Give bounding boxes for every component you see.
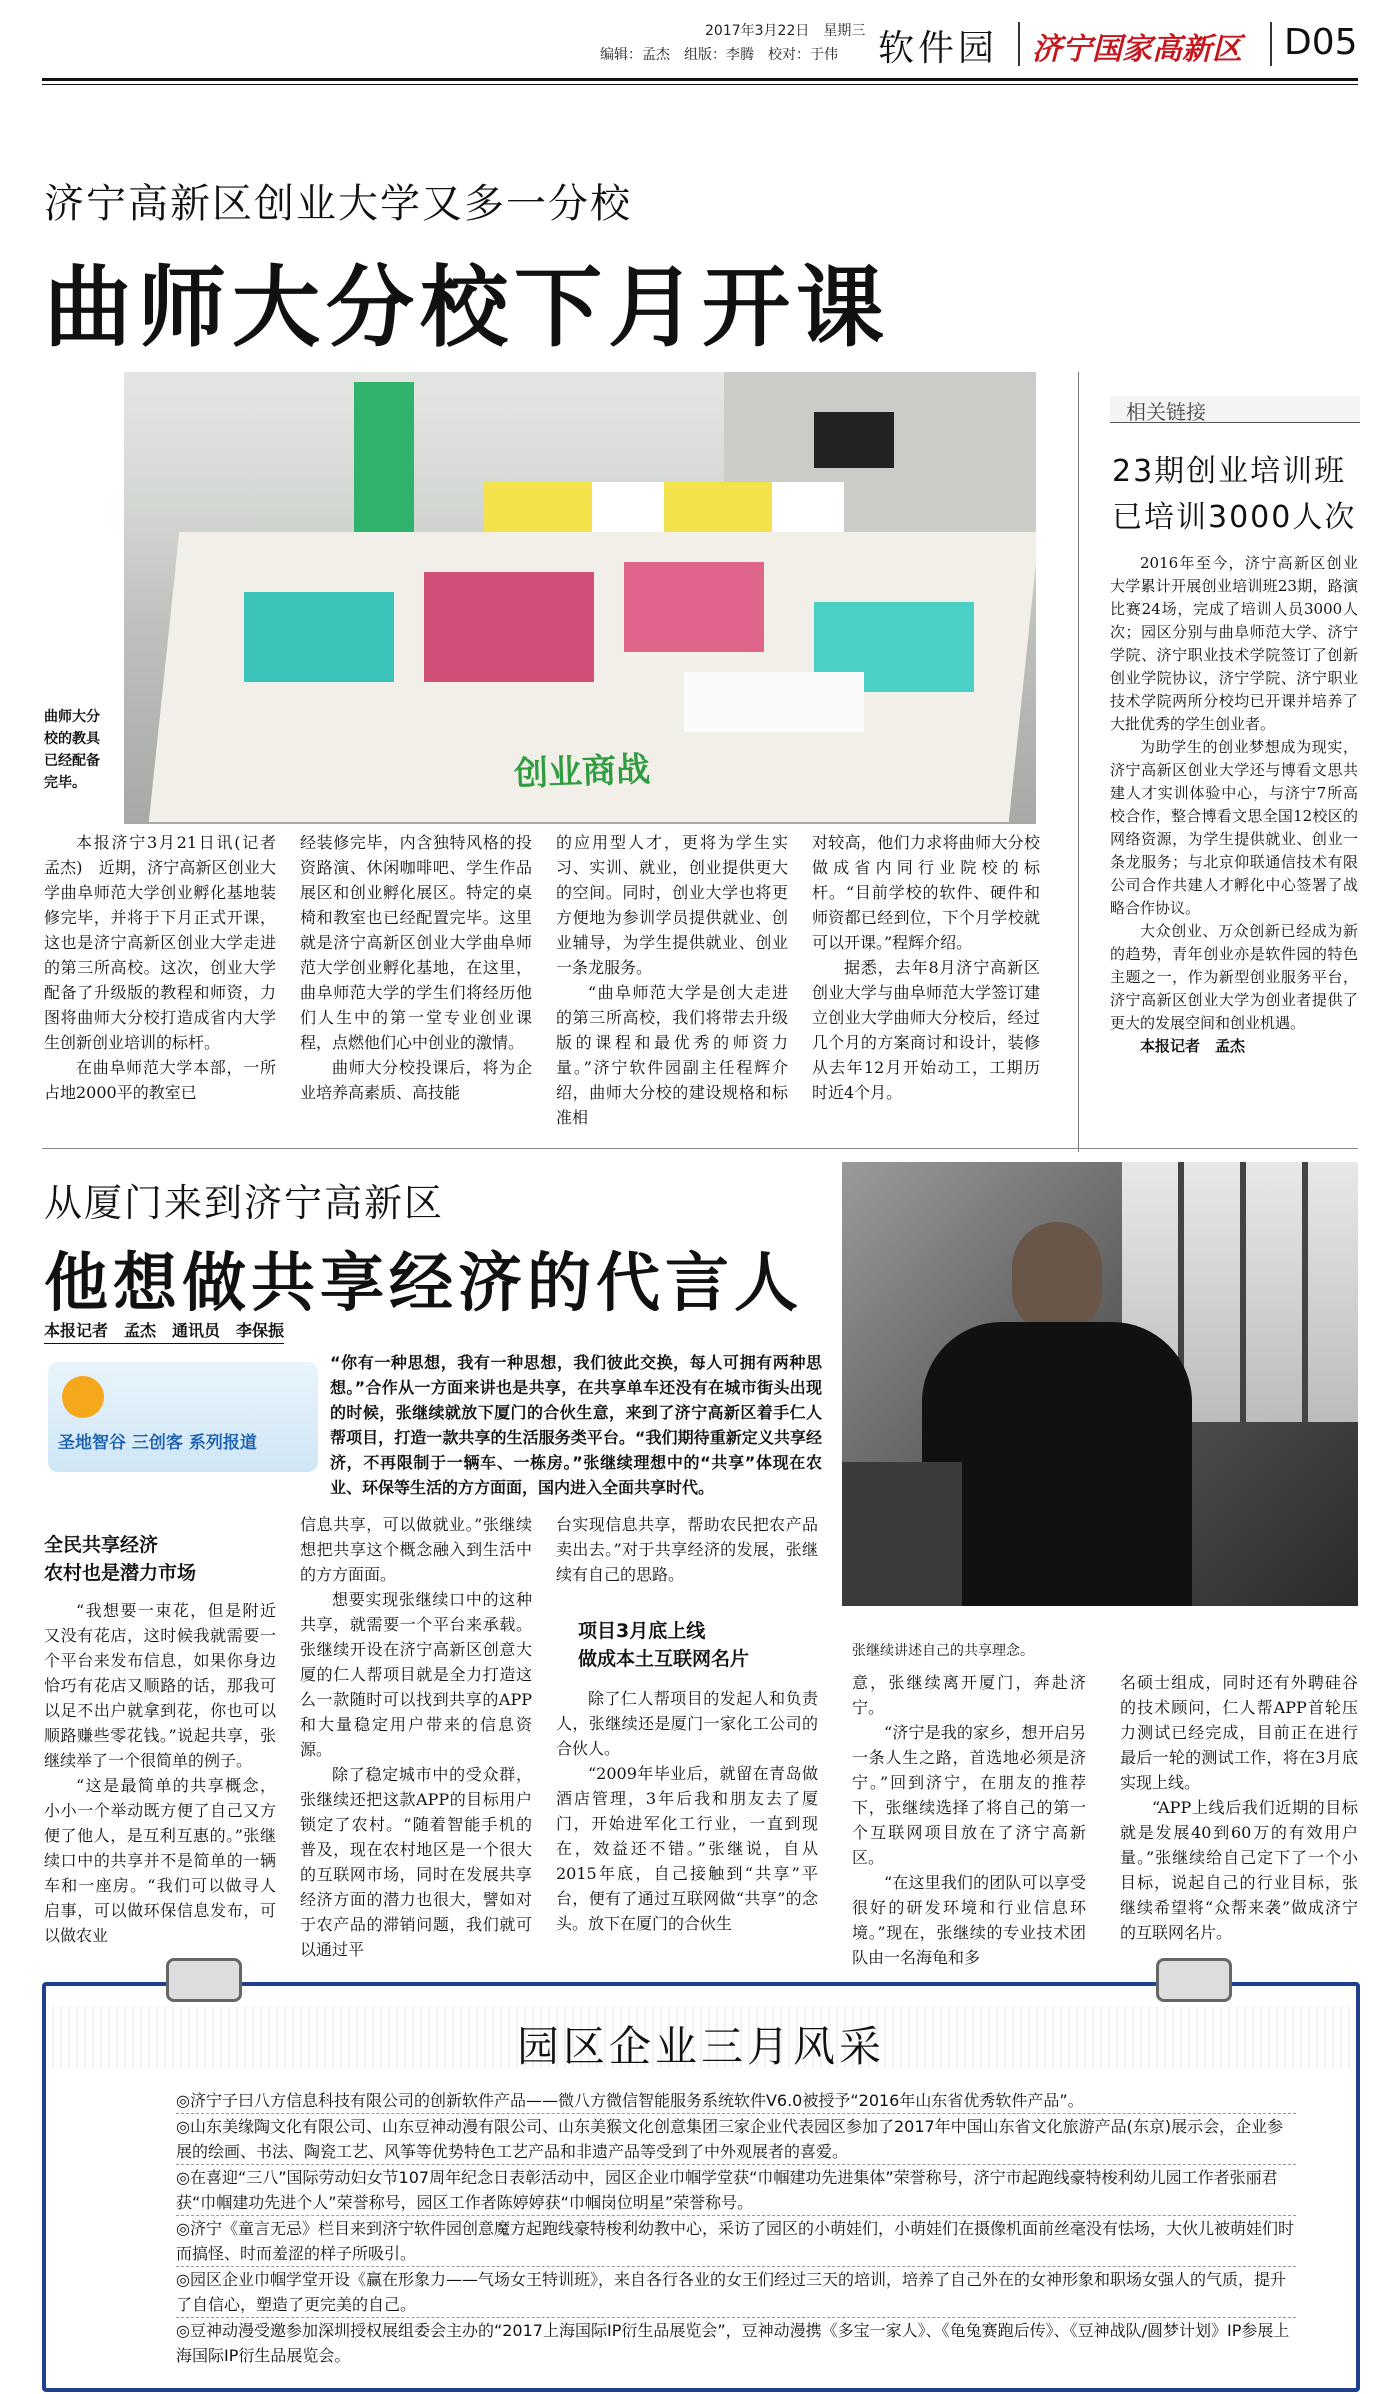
article1-col1-p2: 在曲阜师范大学本部，一所占地2000平的教室已	[44, 1058, 276, 1102]
series-badge	[48, 1362, 318, 1472]
article1-col4-p2: 据悉，去年8月济宁高新区创业大学与曲阜师范大学签订建立创业大学曲师大分校后，经过几个月的方案商讨和设计，装修从去年12月开始动工，工期历时近4个月。	[812, 958, 1040, 1102]
news-box-clip-left	[166, 1958, 242, 2002]
article2-col4-p2: “济宁是我的家乡，想开启另一条人生之路，首选地必须是济宁。”回到济宁，在朋友的推荐下，张继续选择了将自己的第一个互联网项目放在了济宁高新区。	[852, 1723, 1086, 1867]
header-divider-1	[1018, 22, 1020, 66]
news-box-title: 园区企业三月风采	[516, 2022, 885, 2071]
article2-photo-caption: 张继续讲述自己的共享理念。	[852, 1643, 1034, 1659]
article1-col4	[812, 830, 1040, 1105]
article2-col2-p1: 信息共享，可以做就业。”张继续想把共享这个概念融入到生活中的方方面面。	[300, 1515, 532, 1584]
subhead2-line1: 项目3月底上线	[578, 1620, 706, 1642]
header-rule-thin	[42, 84, 1358, 85]
header-brand: 济宁国家高新区	[1032, 32, 1242, 67]
article2-col1	[44, 1598, 276, 1948]
sidebar-divider	[1078, 372, 1079, 1152]
photo-block-pink-2	[624, 562, 764, 652]
article2-col4	[852, 1670, 1086, 1970]
article1-col1	[44, 830, 293, 1105]
article2-col2	[300, 1512, 532, 1962]
article2-col3b-p1: 除了仁人帮项目的发起人和负责人，张继续还是厦门一家化工公司的合伙人。	[556, 1689, 818, 1758]
article2-photo	[842, 1162, 1358, 1606]
article2-col1-p2: “这是最简单的共享概念，小小一个举动既方便了自己又方便了他人，是互利互惠的。”张继续口中的共享并不是简单的一辆车和一座房。“我们可以做寻人启事，可以做环保信息发布，可以做农业	[44, 1776, 276, 1945]
header-rule	[42, 78, 1358, 81]
sidebar-tag: 相关链接	[1126, 400, 1206, 424]
article1-headline: 曲师大分校下月开课	[44, 256, 891, 359]
article2-col3b	[556, 1686, 818, 1936]
article2-col5	[1120, 1670, 1358, 1945]
series-badge-icon	[62, 1376, 104, 1418]
sidebar-tag-box	[1110, 396, 1360, 423]
photo2-body	[922, 1322, 1192, 1606]
photo2-sofa	[842, 1462, 962, 1606]
article1-col1-p1: 本报济宁3月21日讯(记者 孟杰) 近期，济宁高新区创业大学曲阜师范大学创业孵化基地装修完毕，并将于下月正式开课，这也是济宁高新区创业大学走进的第三所高校。这次，创业大学配备了升级版的教程和师资，力图将曲师大分校打造成省内大学生创新创业培训的标杆。	[44, 833, 293, 1052]
article1-photo	[124, 372, 1036, 824]
article2-lead-text: “你有一种思想，我有一种思想，我们彼此交换，每人可拥有两种思想。”合作从一方面来讲也是共享，在共享单车还没有在城市街头出现的时候，张继续就放下厦门的合伙生意，来到了济宁高新区着手仁人帮项目，打造一款共享的生活服务类平台。“我们期待重新定义共享经济，不再限制于一辆车、一栋房。”张继续理想中的“共享”体现在农业、环保等生活的方方面面，国内进入全面共享时代。	[330, 1353, 822, 1497]
news-box	[42, 1982, 1360, 2392]
article2-col4-p3: “在这里我们的团队可以享受很好的研发环境和行业信息环境。”现在，张继续的专业技术团队由一名海龟和多	[852, 1873, 1086, 1967]
header-date: 2017年3月22日 星期三	[705, 23, 866, 39]
article1-col3-p1: 的应用型人才，更将为学生实习、实训、就业，创业提供更大的空间。同时，创业大学也将更方便地为参训学员提供就业、创业辅导，为学生提供就业、创业一条龙服务。	[556, 833, 788, 977]
sidebar-p3: 大众创业、万众创新已经成为新的趋势，青年创业亦是软件园的特色主题之一，作为新型创业服务平台，济宁高新区创业大学为创业者提供了更大的发展空间和创业机遇。	[1110, 922, 1358, 1032]
sidebar-p1: 2016年至今，济宁高新区创业大学累计开展创业培训班23期，路演比赛24场，完成了培训人员3000人次；园区分别与曲阜师范大学、济宁学院、济宁职业技术学院签订了创新创业学院协议，济宁学院、济宁职业技术学院两所分校均已开课并培养了大批优秀的学生创业者。	[1110, 554, 1358, 733]
article2-headline: 他想做共享经济的代言人	[44, 1247, 803, 1321]
article2-lead	[330, 1350, 822, 1500]
news-item-6: ◎豆神动漫受邀参加深圳授权展组委会主办的“2017上海国际IP衍生品展览会”，豆神动漫携《多宝一家人》、《龟兔赛跑后传》、《豆神战队/圆梦计划》IP参展上海国际IP衍生品展览会。	[176, 2321, 1290, 2365]
header-page-number: D05	[1284, 22, 1358, 63]
sidebar-body	[1110, 552, 1358, 1058]
photo2-head	[1012, 1222, 1102, 1332]
news-item-5: ◎园区企业巾帼学堂开设《赢在形象力——气场女王特训班》，来自各行各业的女王们经过三天的培训，培养了自己外在的女神形象和职场女强人的气质，提升了自信心，塑造了更完美的自己。	[176, 2267, 1296, 2318]
article2-kicker: 从厦门来到济宁高新区	[44, 1181, 445, 1225]
article1-col3	[556, 830, 788, 1130]
article1-col2	[300, 830, 532, 1105]
news-item-4: ◎济宁《童言无忌》栏目来到济宁软件园创意魔方起跑线豪特梭利幼教中心，采访了园区的小萌娃们，小萌娃们在摄像机面前丝毫没有怯场，大伙儿被萌娃们时而搞怪、时而羞涩的样子所吸引。	[176, 2216, 1296, 2267]
article2-byline: 本报记者 孟杰 通讯员 李保振	[44, 1318, 284, 1344]
subhead1-line2: 农村也是潜力市场	[44, 1562, 197, 1584]
article2-col5-p1: 名硕士组成，同时还有外聘硅谷的技术顾问，仁人帮APP首轮压力测试已经完成，目前正在进行最后一轮的测试工作，将在3月底实现上线。	[1120, 1673, 1358, 1792]
photo-block-white	[684, 672, 864, 732]
header-staff: 编辑：孟杰 组版：李腾 校对：于伟	[600, 47, 838, 63]
header-divider-2	[1270, 22, 1272, 66]
article2-col4-p1: 意，张继续离开厦门，奔赴济宁。	[852, 1673, 1086, 1717]
news-item-3: ◎在喜迎“三八”国际劳动妇女节107周年纪念日表彰活动中，园区企业巾帼学堂获“巾帼建功先进集体”荣誉称号，济宁市起跑线豪特梭利幼儿园工作者张丽君获“巾帼建功先进个人”荣誉称号，园区工作者陈婷婷获“巾帼岗位明星”荣誉称号。	[176, 2165, 1296, 2216]
sidebar-title-line2: 已培训3000人次	[1112, 500, 1357, 535]
photo-block-teal-1	[244, 592, 394, 682]
article1-photo-caption: 曲师大分校的教具已经配备完毕。	[44, 709, 100, 791]
article1-kicker: 济宁高新区创业大学又多一分校	[44, 181, 632, 227]
article2-col3	[556, 1512, 818, 1587]
subhead2-line2: 做成本土互联网名片	[578, 1648, 750, 1670]
news-item-2: ◎山东美缘陶文化有限公司、山东豆神动漫有限公司、山东美猴文化创意集团三家企业代表园区参加了2017年中国山东省文化旅游产品(东京)展示会，企业参展的绘画、书法、陶瓷工艺、风筝等优势特色工艺产品和非遗产品等受到了中外观展者的喜爱。	[176, 2114, 1296, 2165]
article1-col2-p1: 经装修完毕，内含独特风格的投资路演、休闲咖啡吧、学生作品展区和创业孵化展区。特定的桌椅和教室也已经配置完毕。这里就是济宁高新区创业大学曲阜师范大学创业孵化基地，在这里，曲阜师范大学的学生们将经历他们人生中的第一堂专业创业课程，点燃他们心中创业的激情。	[300, 833, 532, 1052]
photo-sign-text: 创业商战	[513, 749, 651, 795]
photo-block-pink-1	[424, 572, 594, 682]
news-box-clip-right	[1156, 1958, 1232, 2002]
article1-col2-p2: 曲师大分校投课后，将为企业培养高素质、高技能	[300, 1058, 532, 1102]
article2-col2-p3: 除了稳定城市中的受众群，张继续还把这款APP的目标用户锁定了农村。“随着智能手机的普及，现在农村地区是一个很大的互联网市场，同时在发展共享经济方面的潜力也很大，譬如对于农产品的滞销问题，我们就可以通过平	[300, 1765, 532, 1959]
photo-plant-letter	[354, 382, 414, 542]
news-item-1: ◎济宁子曰八方信息科技有限公司的创新软件产品——微八方微信智能服务系统软件V6.0被授予“2016年山东省优秀软件产品”。	[176, 2088, 1296, 2114]
news-box-items	[176, 2088, 1296, 2368]
sidebar-byline: 本报记者 孟杰	[1140, 1037, 1246, 1055]
header-section: 软件园	[878, 28, 999, 69]
series-badge-text: 圣地智谷 三创客 系列报道	[58, 1433, 257, 1453]
photo-monitor	[814, 412, 894, 468]
article2-col5-p2: “APP上线后我们近期的目标就是发展40到60万的有效用户量。”张继续给自己定下了一个小目标，说起自己的行业目标，张继续希望将“众帮来袭”做成济宁的互联网名片。	[1120, 1798, 1358, 1942]
subhead1-line1: 全民共享经济	[44, 1534, 159, 1556]
sidebar-title-line1: 23期创业培训班	[1112, 454, 1347, 489]
article1-col3-p2: “曲阜师范大学是创大走进的第三所高校，我们将带去升级版的课程和最优秀的师资力量。”济宁软件园副主任程辉介绍，曲师大分校的建设规格和标准相	[556, 983, 788, 1127]
section-separator	[42, 1148, 1358, 1149]
sidebar-p2: 为助学生的创业梦想成为现实，济宁高新区创业大学还与博看文思共建人才实训体验中心，与济宁7所高校合作，整合博看文思全国12校区的网络资源，为学生提供就业、创业一条龙服务；与北京仰联通信技术有限公司合作共建人才孵化中心签署了战略合作协议。	[1110, 738, 1358, 917]
article2-col3b-p2: “2009年毕业后，就留在青岛做酒店管理，3年后我和朋友去了厦门，开始进军化工行业，一直到现在，效益还不错。”张继说，自从2015年底，自己接触到“共享”平台，便有了通过互联网做“共享”的念头。放下在厦门的合伙生	[556, 1764, 818, 1933]
article2-col3-p1: 台实现信息共享，帮助农民把农产品卖出去。”对于共享经济的发展，张继续有自己的思路。	[556, 1515, 818, 1584]
article2-col1-p1: “我想要一束花，但是附近又没有花店，这时候我就需要一个平台来发布信息，如果你身边恰巧有花店又顺路的话，那我可以足不出户就拿到花，你也可以顺路赚些零花钱。”说起共享，张继续举了一个很简单的例子。	[44, 1601, 276, 1770]
article2-col2-p2: 想要实现张继续口中的这种共享，就需要一个平台来承载。张继续开设在济宁高新区创意大厦的仁人帮项目就是全力打造这么一款随时可以找到共享的APP和大量稳定用户带来的信息资源。	[300, 1590, 532, 1759]
article1-col4-p1: 对较高，他们力求将曲师大分校做成省内同行业院校的标杆。“目前学校的软件、硬件和师资都已经到位，下个月学校就可以开课。”程辉介绍。	[812, 833, 1040, 952]
